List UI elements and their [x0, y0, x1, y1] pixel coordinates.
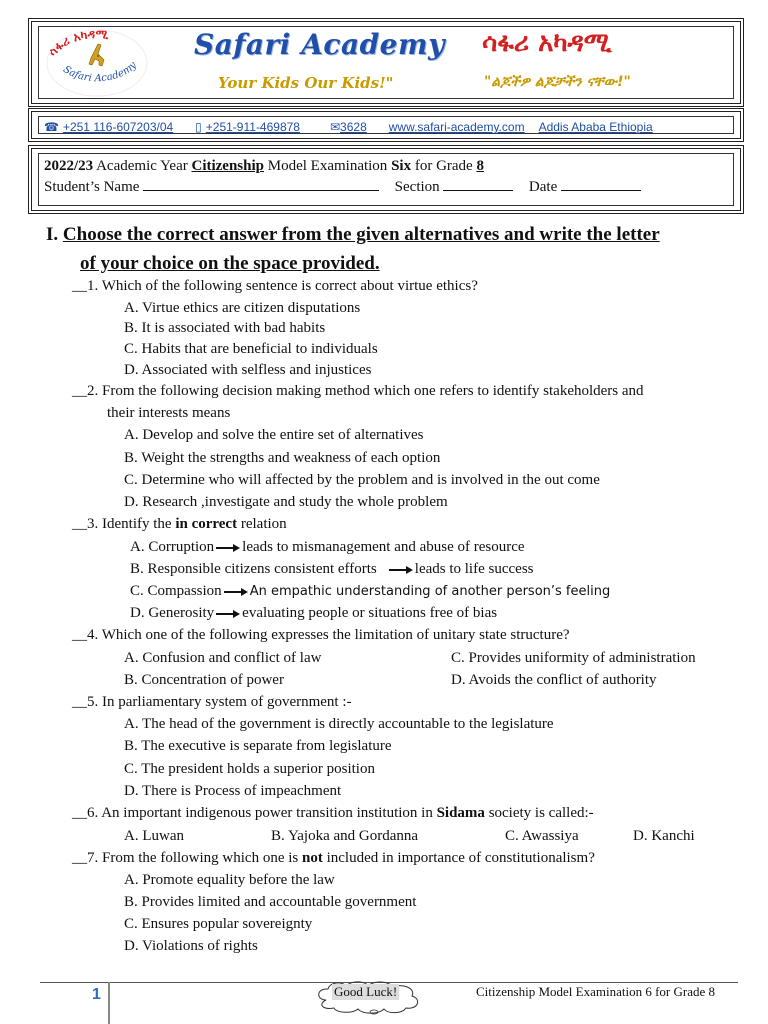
option-3c: [130, 583, 610, 600]
option-7b: B. Provides limited and accountable government: [124, 894, 417, 910]
exam-t3: for Grade: [411, 158, 477, 174]
section-label: Section: [394, 179, 440, 195]
option-6b: B. Yajoka and Gordanna: [271, 828, 419, 844]
question-3-text-post: relation: [237, 516, 287, 532]
exam-grade: 8: [476, 158, 484, 174]
phone-landline[interactable]: +251 116-607203/04: [62, 120, 174, 134]
question-2-text: From the following decision making method which one refers to identify stakeholders and: [102, 383, 644, 399]
question-7-text-pre: From the following which one is: [102, 850, 302, 866]
option-4d: D. Avoids the conflict of authority: [451, 672, 657, 688]
question-5: [72, 694, 352, 711]
question-6: [72, 805, 594, 822]
footer-title: Citizenship Model Examination 6 for Grade 8: [476, 984, 716, 999]
tagline-am: "ልጆችዎ ልጆቻችን ናቸው!": [484, 74, 631, 90]
answer-blank-2[interactable]: __2.: [72, 383, 99, 399]
option-1a: A. Virtue ethics are citizen disputations: [124, 300, 361, 316]
page-number: 1: [92, 986, 101, 1003]
student-name-label: Student’s Name: [44, 179, 140, 195]
option-1d: D. Associated with selfless and injustices: [124, 362, 372, 378]
logo-ring-en: Safari Academy: [61, 59, 139, 85]
student-name-field[interactable]: [143, 178, 379, 191]
option-6a: A. Luwan: [124, 828, 184, 844]
arrow-icon: [216, 610, 240, 618]
brand-name-am: ሳፋሪ አካዳሚ: [482, 28, 612, 58]
date-label: Date: [528, 179, 558, 195]
instruction-line-1: [46, 224, 660, 246]
option-5d: D. There is Process of impeachment: [124, 783, 342, 799]
option-5a: A. The head of the government is directly accountable to the legislature: [124, 716, 554, 732]
answer-blank-1[interactable]: __1.: [72, 278, 99, 294]
question-4: [72, 627, 570, 644]
option-5b: B. The executive is separate from legislature: [124, 738, 392, 754]
option-2c: C. Determine who will affected by the problem and is involved in the out come: [124, 472, 600, 488]
answer-blank-3[interactable]: __3.: [72, 516, 99, 532]
contact-row: [44, 118, 653, 136]
option-4b: B. Concentration of power: [124, 672, 284, 688]
option-3a-right: leads to mismanagement and abuse of resource: [242, 539, 525, 555]
good-luck-cloud: [312, 980, 424, 1016]
option-7c: C. Ensures popular sovereignty: [124, 916, 313, 932]
mail-icon: ✉: [329, 120, 341, 134]
option-3c-left: C. Compassion: [130, 583, 222, 599]
student-info-line: [44, 178, 641, 196]
exam-subject: Citizenship: [191, 158, 264, 174]
option-1c: C. Habits that are beneficial to individuals: [124, 341, 378, 357]
question-4-text: Which one of the following expresses the limitation of unitary state structure?: [101, 627, 570, 643]
option-6c: C. Awassiya: [505, 828, 579, 844]
exam-title-line: [44, 158, 484, 175]
option-3c-right: An empathic understanding of another person’s feeling: [249, 584, 611, 599]
arrow-icon: [224, 588, 248, 596]
option-3b-right: leads to life success: [414, 561, 534, 577]
option-3d: [130, 605, 497, 622]
question-5-text: In parliamentary system of government :-: [102, 694, 352, 710]
svg-text:ሳፋሪ አካዳሚ: [45, 27, 109, 59]
instruction-text-2: of your choice on the space provided.: [80, 253, 380, 274]
answer-blank-5[interactable]: __5.: [72, 694, 99, 710]
option-2a: A. Develop and solve the entire set of alternatives: [124, 427, 424, 443]
question-7-text-bold: not: [301, 850, 323, 866]
section-numeral: I.: [46, 224, 59, 245]
option-3b: [130, 561, 534, 578]
brand-name-en: Safari Academy: [194, 28, 445, 61]
question-1-text: Which of the following sentence is correct about virtue ethics?: [101, 278, 478, 294]
footer-vertical-divider: [108, 982, 110, 1024]
question-7: [72, 850, 595, 867]
question-1: [72, 278, 478, 295]
instruction-text-1: Choose the correct answer from the given alternatives and write the letter: [62, 224, 660, 245]
option-7d: D. Violations of rights: [124, 938, 258, 954]
option-3a: [130, 539, 525, 556]
option-2d: D. Research ,investigate and study the whole problem: [124, 494, 448, 510]
header-contact-box: [28, 108, 744, 142]
answer-blank-6[interactable]: __6.: [72, 805, 99, 821]
phone-icon: ☎: [44, 120, 59, 134]
option-7a: A. Promote equality before the law: [124, 872, 335, 888]
option-3b-left: B. Responsible citizens consistent efforts: [130, 561, 377, 577]
header-brand-box: [28, 18, 744, 107]
section-field[interactable]: [443, 178, 513, 191]
question-3-text-bold: in correct: [175, 516, 238, 532]
school-logo: [38, 26, 156, 100]
exam-year: 2022/23: [44, 158, 94, 174]
giraffe-icon: [89, 44, 104, 66]
question-3: [72, 516, 287, 533]
question-6-text-post: society is called:-: [484, 805, 594, 821]
option-1b: B. It is associated with bad habits: [124, 320, 326, 336]
tagline-en: Your Kids Our Kids!": [218, 74, 394, 92]
option-3a-left: A. Corruption: [130, 539, 215, 555]
po-box[interactable]: 3628: [340, 120, 367, 134]
date-field[interactable]: [561, 178, 641, 191]
city-link[interactable]: Addis Ababa Ethiopia: [538, 120, 653, 134]
option-6d: D. Kanchi: [633, 828, 695, 844]
option-3d-right: evaluating people or situations free of bias: [242, 605, 498, 621]
website-link[interactable]: www.safari-academy.com: [388, 120, 525, 134]
exam-t1: Academic Year: [93, 158, 192, 174]
question-2: [72, 383, 644, 400]
option-2b: B. Weight the strengths and weakness of each option: [124, 450, 441, 466]
option-4a: A. Confusion and conflict of law: [124, 650, 322, 666]
question-3-text-pre: Identify the: [102, 516, 176, 532]
option-5c: C. The president holds a superior position: [124, 761, 375, 777]
answer-blank-7[interactable]: __7.: [72, 850, 99, 866]
arrow-icon: [389, 566, 413, 574]
exam-number: Six: [391, 158, 412, 174]
logo-ring-am: ሳፋሪ አካዳሚ: [45, 26, 109, 59]
option-4c: C. Provides uniformity of administration: [451, 650, 696, 666]
question-2-text-cont: their interests means: [107, 405, 231, 421]
phone-mobile[interactable]: +251-911-469878: [205, 120, 300, 134]
mobile-icon: ▯: [195, 120, 202, 134]
arrow-icon: [216, 544, 240, 552]
answer-blank-4[interactable]: __4.: [72, 627, 99, 643]
question-7-text-post: included in importance of constitutionalism?: [322, 850, 595, 866]
option-3d-left: D. Generosity: [130, 605, 215, 621]
question-6-text-bold: Sidama: [436, 805, 485, 821]
good-luck-text: Good Luck!: [334, 984, 398, 999]
exam-t2: Model Examination: [264, 158, 392, 174]
question-6-text-pre: An important indigenous power transition institution in: [101, 805, 437, 821]
exam-info-box: [28, 145, 744, 214]
